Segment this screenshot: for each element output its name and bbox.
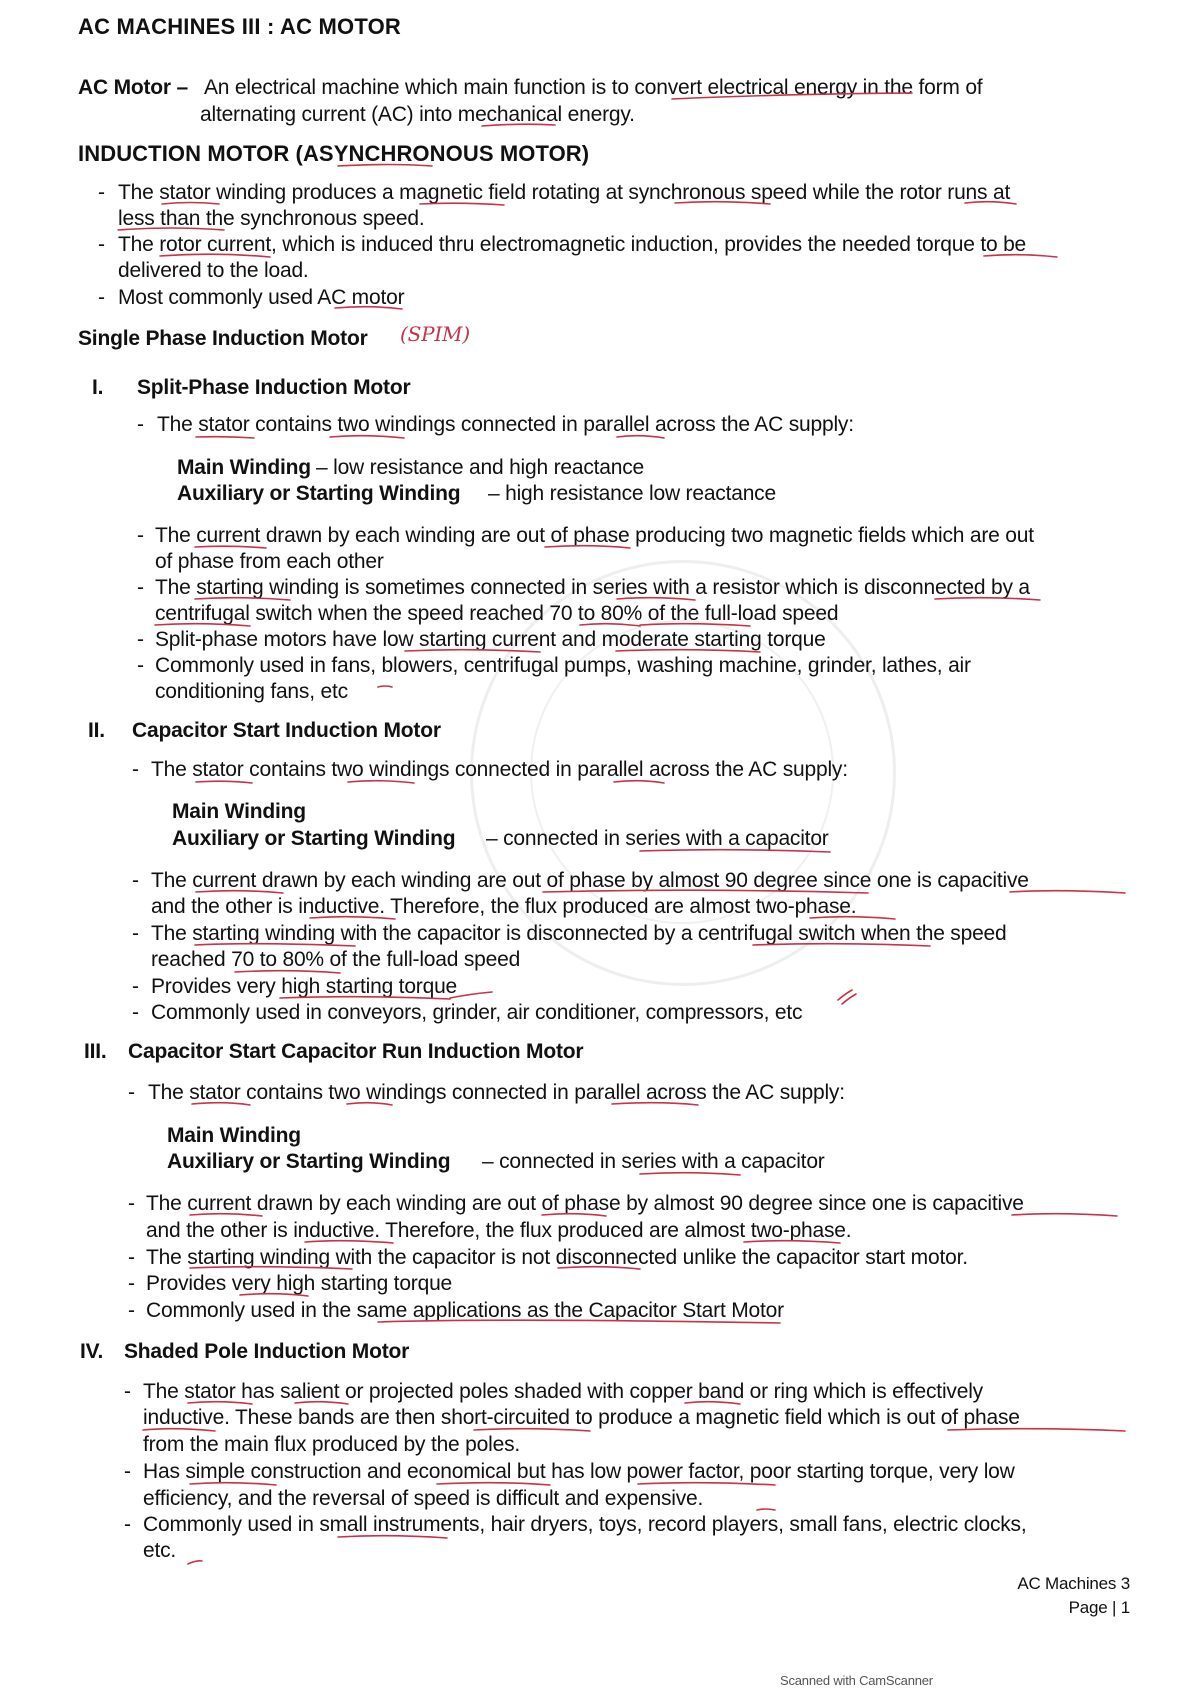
bullet-dash: -	[137, 654, 144, 677]
section-title: Split-Phase Induction Motor	[137, 376, 411, 399]
bullet-dash: -	[137, 628, 144, 651]
section-line: The starting winding is sometimes connected in series with a resistor which is disconnected by a	[155, 576, 1030, 599]
footer-page-number: Page | 1	[1068, 1598, 1130, 1617]
winding-label: Main Winding	[177, 456, 311, 479]
winding-label: Auxiliary or Starting Winding	[167, 1150, 451, 1173]
bullet-dash: -	[132, 922, 139, 945]
bullet-dash: -	[137, 524, 144, 547]
bullet-dash: -	[98, 286, 105, 309]
section-line: and the other is inductive. Therefore, the flux produced are almost two-phase.	[146, 1219, 852, 1242]
bullet-dash: -	[128, 1081, 135, 1104]
pen-underline	[1012, 1214, 1117, 1216]
winding-desc: – high resistance low reactance	[488, 482, 776, 505]
pen-underline	[838, 990, 852, 1000]
section-line: The stator has salient or projected poles shaded with copper band or ring which is effectively	[143, 1380, 983, 1403]
section-line: The current drawn by each winding are out of phase by almost 90 degree since one is capacitive	[151, 869, 1029, 892]
section-numeral: III.	[84, 1040, 107, 1063]
bullet-dash: -	[128, 1246, 135, 1269]
winding-label: Auxiliary or Starting Winding	[177, 482, 461, 505]
bullet-dash: -	[132, 758, 139, 781]
section-line: The stator contains two windings connected in parallel across the AC supply:	[151, 758, 848, 781]
bullet-dash: -	[132, 975, 139, 998]
induction-bullet-2: The rotor current, which is induced thru electromagnetic induction, provides the needed torque to be	[118, 233, 1027, 256]
bullet-dash: -	[137, 413, 144, 436]
section-line: The current drawn by each winding are out of phase by almost 90 degree since one is capacitive	[146, 1192, 1024, 1215]
section-line: etc.	[143, 1539, 177, 1562]
section-line: The starting winding with the capacitor is disconnected by a centrifugal switch when the speed	[151, 922, 1007, 945]
section-line: Commonly used in conveyors, grinder, air conditioner, compressors, etc	[151, 1001, 803, 1024]
section-line: centrifugal switch when the speed reached 70 to 80% of the full-load speed	[155, 602, 839, 625]
section-line: reached 70 to 80% of the full-load speed	[151, 948, 521, 971]
section-title: Capacitor Start Capacitor Run Induction Motor	[128, 1040, 584, 1063]
section-line: Commonly used in the same applications as the Capacitor Start Motor	[146, 1299, 784, 1322]
section-line: The stator contains two windings connected in parallel across the AC supply:	[148, 1081, 845, 1104]
section-line: efficiency, and the reversal of speed is difficult and expensive.	[143, 1487, 704, 1510]
section-numeral: IV.	[80, 1340, 104, 1363]
pen-underline	[378, 686, 392, 687]
induction-bullet-1: The stator winding produces a magnetic field rotating at synchronous speed while the rotor runs at	[118, 181, 1011, 204]
winding-label: Main Winding	[167, 1124, 301, 1147]
section-line: and the other is inductive. Therefore, the flux produced are almost two-phase.	[151, 895, 857, 918]
bullet-dash: -	[128, 1299, 135, 1322]
bullet-dash: -	[124, 1513, 131, 1536]
bullet-dash: -	[98, 181, 105, 204]
induction-bullet-3: Most commonly used AC motor	[118, 286, 405, 309]
bullet-dash: -	[128, 1272, 135, 1295]
section-line: Split-phase motors have low starting current and moderate starting torque	[155, 628, 826, 651]
bullet-dash: -	[124, 1380, 131, 1403]
induction-bullet-2-cont: delivered to the load.	[118, 259, 309, 282]
winding-desc: – low resistance and high reactance	[316, 456, 645, 479]
bullet-dash: -	[98, 233, 105, 256]
pen-underline	[188, 1561, 202, 1564]
bullet-dash: -	[132, 1001, 139, 1024]
definition-term: AC Motor –	[78, 76, 188, 99]
section-line: The stator contains two windings connected in parallel across the AC supply:	[157, 413, 854, 436]
section-numeral: I.	[92, 376, 104, 399]
winding-label: Main Winding	[172, 800, 306, 823]
section-line: of phase from each other	[155, 550, 384, 573]
induction-bullet-1-cont: less than the synchronous speed.	[118, 207, 425, 230]
section-title: Shaded Pole Induction Motor	[124, 1340, 410, 1363]
pen-underline	[842, 994, 856, 1004]
section-title: Capacitor Start Induction Motor	[132, 719, 441, 742]
section-line: Commonly used in fans, blowers, centrifugal pumps, washing machine, grinder, lathes, air	[155, 654, 971, 677]
section-line: Provides very high starting torque	[146, 1272, 453, 1295]
section-line: inductive. These bands are then short-circuited to produce a magnetic field which is out of phase	[143, 1406, 1020, 1429]
page-title: AC MACHINES III : AC MOTOR	[78, 14, 401, 39]
winding-desc: – connected in series with a capacitor	[486, 827, 829, 850]
scanner-watermark: Scanned with CamScanner	[780, 1673, 933, 1688]
winding-desc: – connected in series with a capacitor	[482, 1150, 825, 1173]
bullet-dash: -	[137, 576, 144, 599]
bullet-dash: -	[124, 1460, 131, 1483]
section-line: The starting winding with the capacitor is not disconnected unlike the capacitor start motor.	[146, 1246, 968, 1269]
section-line: Provides very high starting torque	[151, 975, 458, 998]
section-line: from the main flux produced by the poles.	[143, 1433, 521, 1456]
bullet-dash: -	[128, 1192, 135, 1215]
section-line: conditioning fans, etc	[155, 680, 348, 703]
definition-line-2: alternating current (AC) into mechanical energy.	[200, 103, 635, 126]
section-line: Commonly used in small instruments, hair dryers, toys, record players, small fans, electric clocks,	[143, 1513, 1027, 1536]
handwritten-note: (SPIM)	[400, 322, 470, 346]
winding-label: Auxiliary or Starting Winding	[172, 827, 456, 850]
bullet-dash: -	[132, 869, 139, 892]
section-numeral: II.	[88, 719, 105, 742]
footer-title: AC Machines 3	[1017, 1574, 1130, 1593]
single-phase-heading: Single Phase Induction Motor	[78, 327, 368, 350]
section-line: Has simple construction and economical but has low power factor, poor starting torque, very low	[143, 1460, 1015, 1483]
section-line: The current drawn by each winding are out of phase producing two magnetic fields which are out	[155, 524, 1034, 547]
pen-underline	[757, 1509, 775, 1510]
induction-heading: INDUCTION MOTOR (ASYNCHRONOUS MOTOR)	[78, 141, 590, 166]
definition-line-1: An electrical machine which main function is to convert electrical energy in the form of	[204, 76, 983, 99]
